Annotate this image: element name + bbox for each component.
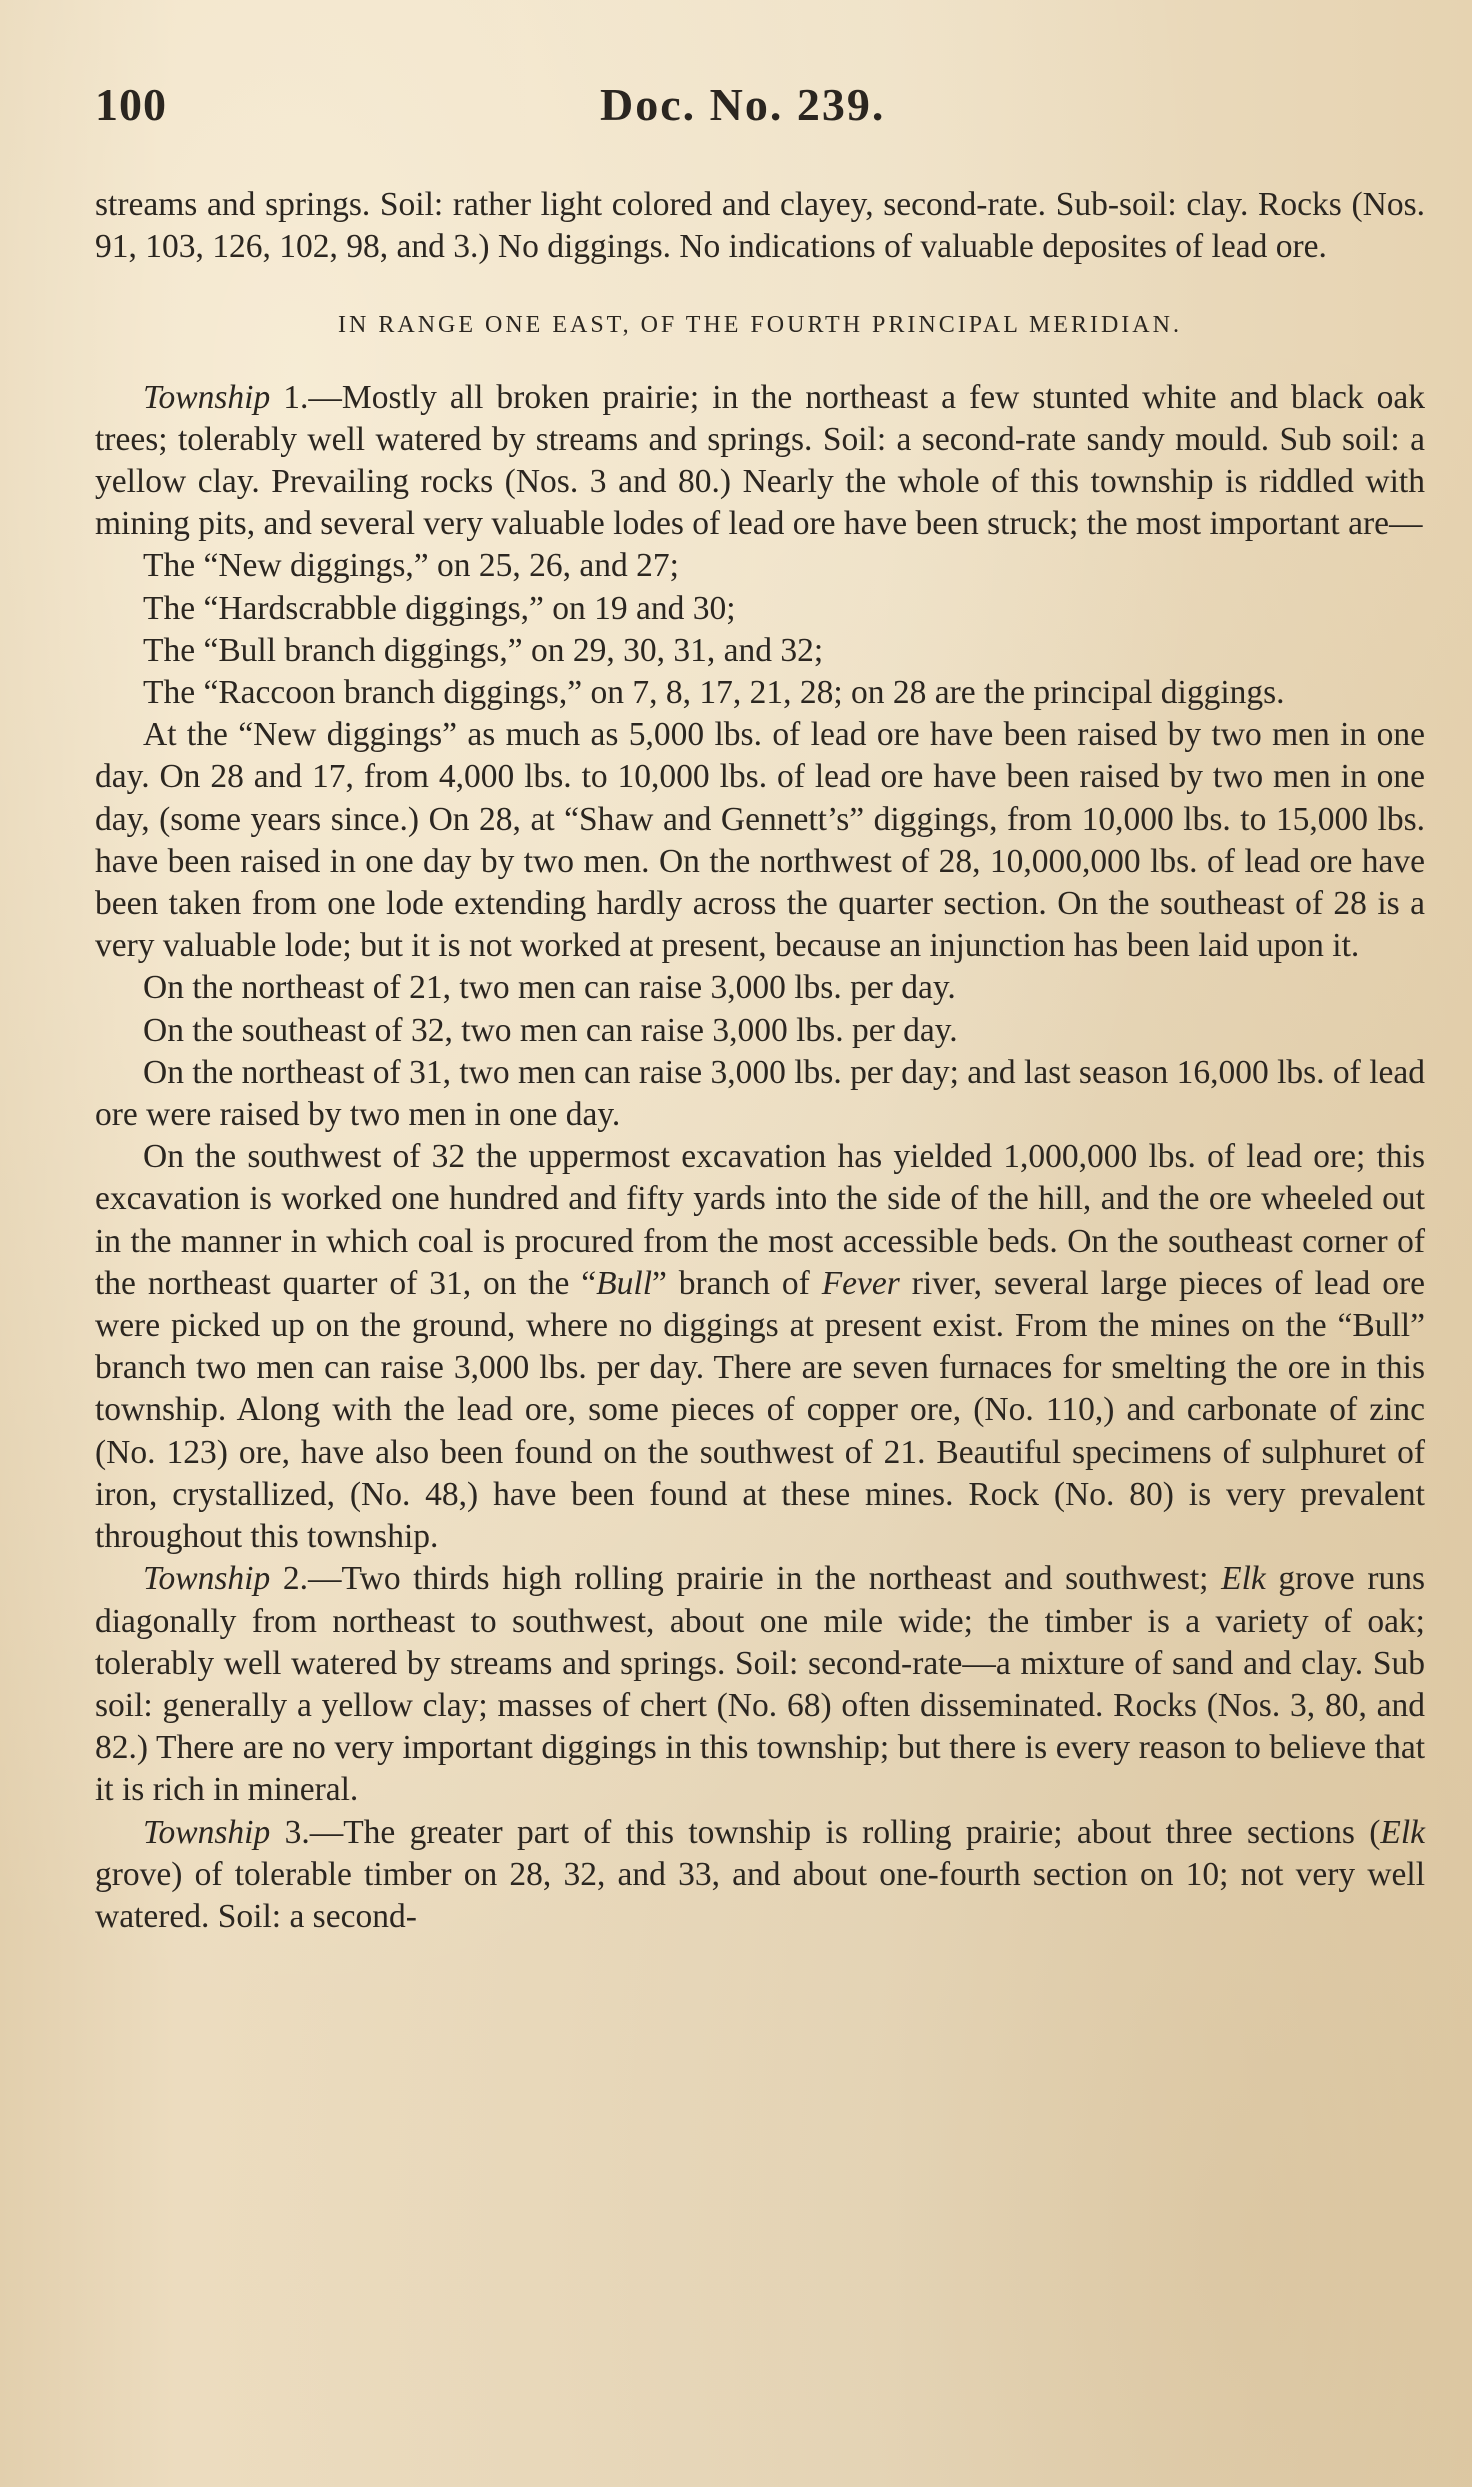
township-1-text: —Mostly all broken prairie; in the northeast a few stunted white and black oak trees; tolerably well watered by streams and springs. Soil: a second-rate sandy mould. Sub soil: a yellow clay. Prevailing rocks (Nos. 3 and 80.) Nearly the whole of this township is riddled with mining pits, and several very valuable lodes of lead ore have been struck; the most important are— xyxy=(95,378,1426,543)
paragraph-text: On the southwest of 32 the uppermost excavation has yielded 1,000,000 lbs. of lead ore; this excavation is worked one hundred and fifty yards into the side of the hill, and the ore wheeled out in the manner in which coal is procured from the most accessible beds. On the southeast corner of the northeast quarter of 31, on the “ xyxy=(95,1138,1425,1302)
diggings-item-bull-branch: The “Bull branch diggings,” on 29, 30, 31, and 32; xyxy=(143,631,824,669)
township-1-southeast-32: On the southeast of 32, two men can raise 3,000 lbs. per day. xyxy=(143,1011,958,1049)
township-2-number: 2. xyxy=(270,1560,309,1598)
township-1-number: 1. xyxy=(270,378,309,416)
township-2-paragraph xyxy=(95,1558,1425,1811)
body-text xyxy=(95,184,1425,1938)
diggings-item-new: The “New diggings,” on 25, 26, and 27; xyxy=(143,547,679,585)
page-number: 100 xyxy=(95,79,167,130)
fever-river-name: Fever xyxy=(821,1264,900,1302)
document-title: Doc. No. 239. xyxy=(600,79,886,130)
township-2-label: Township xyxy=(143,1560,271,1598)
intro-paragraph: streams and springs. Soil: rather light colored and clayey, second-rate. Sub-soil: clay. Rocks (Nos. 91, 103, 126, 102, 98, and 3.) No diggings. No indications of valuable deposites of lead ore. xyxy=(95,186,1425,266)
township-1-southwest-32-paragraph xyxy=(95,1136,1425,1558)
diggings-item-raccoon-branch: The “Raccoon branch diggings,” on 7, 8, 17, 21, 28; on 28 are the principal diggings. xyxy=(143,674,1285,712)
paragraph-text: grove runs diagonally from northeast to southwest, about one mile wide; the timber is a variety of oak; tolerably well watered by streams and springs. Soil: second-rate—a mixture of sand and clay. Sub soil: generally a yellow clay; masses of chert (No. 68) often disseminated. Rocks (Nos. 3, 80, and 82.) There are no very important diggings in this township; but there is every reason to believe that it is rich in mineral. xyxy=(95,1560,1426,1809)
section-heading: IN RANGE ONE EAST, OF THE FOURTH PRINCIPAL MERIDIAN. xyxy=(338,312,1182,339)
bull-branch-name: Bull xyxy=(596,1264,652,1302)
township-3-label: Township xyxy=(143,1813,271,1851)
diggings-item-hardscrabble: The “Hardscrabble diggings,” on 19 and 30; xyxy=(143,589,736,627)
township-1-yields-paragraph: At the “New diggings” as much as 5,000 lbs. of lead ore have been raised by two men in one day. On 28 and 17, from 4,000 lbs. to 10,000 lbs. of lead ore have been raised by two men in one day, (some years since.) On 28, at “Shaw and Gennett’s” diggings, from 10,000 lbs. to 15,000 lbs. have been raised in one day by two men. On the northwest of 28, 10,000,000 lbs. of lead ore have been taken from one lode extending hardly across the quarter section. On the southeast of 28 is a very valuable lode; but it is not worked at present, because an injunction has been laid upon it. xyxy=(95,716,1425,965)
elk-grove-name: Elk xyxy=(1380,1813,1425,1851)
township-1-label: Township xyxy=(143,378,271,416)
paragraph-text: —Two thirds high rolling prairie in the northeast and southwest; xyxy=(308,1560,1222,1598)
running-head xyxy=(95,78,1422,148)
paragraph-text: ” branch of xyxy=(652,1264,822,1302)
township-1-northeast-21: On the northeast of 21, two men can raise 3,000 lbs. per day. xyxy=(143,969,956,1007)
paragraph-text: grove) of tolerable timber on 28, 32, and 33, and about one-fourth section on 10; not very well watered. Soil: a second- xyxy=(95,1855,1425,1935)
township-3-paragraph xyxy=(95,1812,1425,1939)
paragraph-text: —The greater part of this township is rolling prairie; about three sections ( xyxy=(309,1813,1381,1851)
elk-grove-name: Elk xyxy=(1221,1560,1266,1598)
township-3-number: 3. xyxy=(270,1813,310,1851)
township-1-northeast-31: On the northeast of 31, two men can raise 3,000 lbs. per day; and last season 16,000 lbs. of lead ore were raised by two men in one day. xyxy=(95,1053,1426,1134)
paragraph-text: river, several large pieces of lead ore were picked up on the ground, where no diggings at present exist. From the mines on the “Bull” branch two men can raise 3,000 lbs. per day. There are seven furnaces for smelting the ore in this township. Along with the lead ore, some pieces of copper ore, (No. 110,) and carbonate of zinc (No. 123) ore, have also been found on the southwest of 21. Beautiful specimens of sulphuret of iron, crystallized, (No. 48,) have been found at these mines. Rock (No. 80) is very prevalent throughout this township. xyxy=(95,1264,1425,1556)
township-1-paragraph xyxy=(95,377,1425,546)
